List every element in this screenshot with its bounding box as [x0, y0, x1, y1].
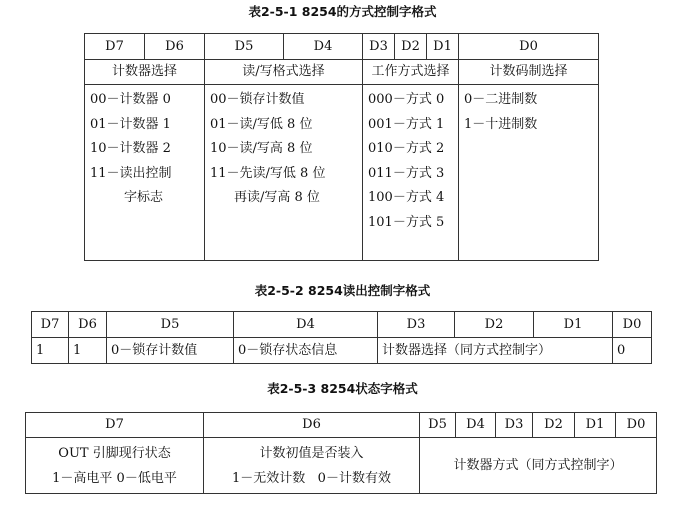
out-status-title: OUT 引脚现行状态	[58, 445, 171, 461]
null-count-values: 1－无效计数 0－计数有效	[232, 470, 391, 486]
group-rw-format: 读/写格式选择	[205, 60, 363, 85]
list-item: 11－先读/写低 8 位	[210, 165, 326, 181]
value-d3-d1: 计数器选择（同方式控制字）	[378, 338, 613, 364]
list-item: 01－计数器 1	[90, 116, 171, 132]
bit-d7: D7	[26, 413, 204, 438]
bcd-options	[459, 85, 599, 261]
bit-d3: D3	[363, 34, 395, 60]
readback-control-word-table	[31, 311, 652, 364]
bit-d6: D6	[204, 413, 420, 438]
list-item: 100－方式 4	[368, 190, 445, 205]
counter-select-options	[85, 85, 205, 261]
bit-d2: D2	[455, 312, 534, 338]
bit-d1: D1	[427, 34, 459, 60]
list-item: 101－方式 5	[368, 214, 445, 230]
out-pin-status	[26, 438, 204, 494]
bit-d5: D5	[420, 413, 456, 438]
list-item: 1－十进制数	[464, 116, 538, 132]
bit-d2: D2	[395, 34, 427, 60]
group-bcd-select: 计数码制选择	[459, 60, 599, 85]
bit-d1: D1	[575, 413, 616, 438]
bit-d0: D0	[613, 312, 652, 338]
list-item: 0－二进制数	[464, 92, 538, 107]
bit-d4: D4	[284, 34, 363, 60]
list-item: 11－读出控制	[90, 165, 172, 181]
bit-d0: D0	[459, 34, 599, 60]
table3-caption: 表2-5-3 8254状态字格式	[267, 381, 418, 396]
list-item: 00－锁存计数值	[210, 92, 305, 107]
out-status-values: 1－高电平 0－低电平	[52, 470, 177, 486]
list-item: 再读/写高 8 位	[234, 190, 320, 205]
status-word-table	[25, 412, 657, 494]
value-d5: 0－锁存计数值	[107, 338, 234, 364]
null-count-title: 计数初值是否装入	[259, 445, 364, 461]
initial-count-loaded	[204, 438, 420, 494]
list-item: 010－方式 2	[368, 141, 445, 156]
mode-options	[363, 85, 459, 261]
bit-d1: D1	[534, 312, 613, 338]
list-item: 10－计数器 2	[90, 141, 171, 156]
list-item: 字标志	[124, 190, 164, 205]
counter-mode-status: 计数器方式（同方式控制字）	[420, 438, 657, 494]
bit-d6: D6	[145, 34, 205, 60]
bit-d0: D0	[616, 413, 657, 438]
list-item: 011－方式 3	[368, 165, 445, 181]
group-mode-select: 工作方式选择	[363, 60, 459, 85]
table1-caption: 表2-5-1 8254的方式控制字格式	[248, 4, 437, 19]
bit-d2: D2	[533, 413, 575, 438]
list-item: 000－方式 0	[368, 92, 445, 107]
list-item: 001－方式 1	[368, 116, 445, 132]
value-d7: 1	[32, 338, 69, 364]
bit-d3: D3	[496, 413, 533, 438]
bit-d4: D4	[234, 312, 378, 338]
bit-d6: D6	[69, 312, 107, 338]
bit-d5: D5	[107, 312, 234, 338]
mode-control-word-table	[84, 33, 599, 261]
table2-caption: 表2-5-2 8254读出控制字格式	[254, 283, 431, 298]
bit-d5: D5	[205, 34, 284, 60]
bit-d7: D7	[32, 312, 69, 338]
bit-d7: D7	[85, 34, 145, 60]
group-counter-select: 计数器选择	[85, 60, 205, 85]
bit-d3: D3	[378, 312, 455, 338]
list-item: 00－计数器 0	[90, 92, 171, 107]
list-item: 01－读/写低 8 位	[210, 116, 313, 132]
bit-d4: D4	[456, 413, 496, 438]
value-d6: 1	[69, 338, 107, 364]
rw-format-options	[205, 85, 363, 261]
value-d0: 0	[613, 338, 652, 364]
value-d4: 0－锁存状态信息	[234, 338, 378, 364]
list-item: 10－读/写高 8 位	[210, 141, 313, 156]
